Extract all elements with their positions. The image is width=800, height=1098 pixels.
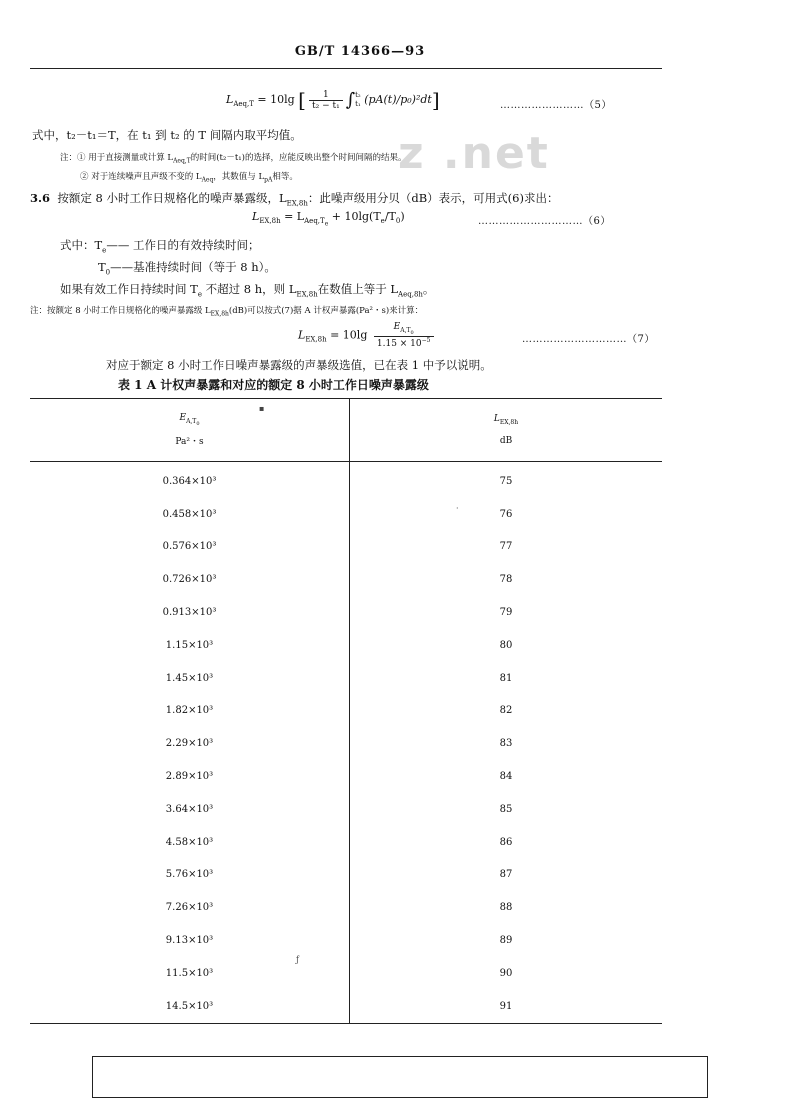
where-text-1: 式中，t₂－t₁＝T，在 t₁ 到 t₂ 的 T 间隔内取平均值。: [32, 128, 302, 142]
table-row: [30, 891, 662, 924]
where-6-a: 式中：$T_e——$ 工作日的有效持续时间；: [60, 238, 260, 255]
bottom-frame: [92, 1056, 708, 1098]
exposure-cell: 0.576×10³: [30, 531, 350, 564]
level-cell: 78: [499, 574, 513, 586]
exposure-cell: 1.45×10³: [30, 662, 350, 695]
table-header-row: [30, 399, 662, 462]
table-row: [30, 695, 662, 728]
exposure-cell: 3.64×10³: [30, 793, 350, 826]
exposure-cell: 4.58×10³: [30, 826, 350, 859]
level-cell: 82: [499, 705, 513, 717]
level-cell: 84: [499, 771, 513, 783]
level-cell: 81: [499, 672, 513, 684]
level-cell: 91: [499, 1000, 513, 1012]
level-cell: 83: [499, 738, 513, 750]
col-header-level: $L_{EX,8h}$ dB: [350, 399, 663, 462]
exposure-cell: 1.15×10³: [30, 629, 350, 662]
exposure-cell: 5.76×10³: [30, 859, 350, 892]
exposure-cell: 9.13×10³: [30, 924, 350, 957]
exposure-cell: 0.913×10³: [30, 596, 350, 629]
exposure-cell: 0.458×10³: [30, 498, 350, 531]
level-cell: 87: [499, 869, 513, 881]
watermark: z .net: [398, 128, 550, 179]
table-row: [30, 760, 662, 793]
level-cell: 79: [499, 607, 513, 619]
level-cell: 88: [499, 902, 513, 914]
level-cell: 90: [499, 967, 513, 979]
formula-6-number: …………………………（6）: [478, 216, 611, 227]
note-3: 注：按额定 8 小时工作日规格化的噪声暴露级 $L_{EX,8h}(dB)$可以按式(7)据 A 计权声暴露(Pa²・s)来计算：: [30, 306, 424, 318]
header-rule: [30, 68, 662, 69]
formula-5-number: ……………………（5）: [500, 100, 612, 111]
exposure-cell: 14.5×10³: [30, 990, 350, 1023]
table-title: 表 1 A 计权声暴露和对应的额定 8 小时工作日噪声暴露级: [118, 378, 429, 392]
para-table-intro: 对应于额定 8 小时工作日噪声暴露级的声暴级选值，已在表 1 中予以说明。: [106, 358, 492, 372]
col-header-exposure: $E_{A,T_0}$ Pa²・s: [30, 399, 350, 462]
note-1: 注：① 用于直接测量或计算 $L_{Aeq,T}$的时间(t₂－t₁)的选择，应能反映出整个时间间隔的结果。: [60, 153, 407, 165]
exposure-cell: 7.26×10³: [30, 891, 350, 924]
exposure-table: [30, 398, 662, 1024]
table-row: [30, 596, 662, 629]
table-row: [30, 498, 662, 531]
table-row: [30, 629, 662, 662]
level-cell: 77: [499, 541, 513, 553]
table-row: [30, 826, 662, 859]
level-cell: 80: [499, 639, 513, 651]
table-row: [30, 531, 662, 564]
table-row: [30, 957, 662, 990]
exposure-cell: 0.726×10³: [30, 563, 350, 596]
table-row: [30, 859, 662, 892]
para-effective-time: 如果有效工作日持续时间 $T_e$ 不超过 8 h，则 $L_{EX,8h}$在数值上等于 $L_{Aeq,8h}$。: [60, 282, 435, 299]
where-6-b: $T_0——$基准持续时间（等于 8 h）。: [98, 260, 276, 277]
level-cell: 89: [499, 935, 513, 947]
table-row: [30, 462, 662, 498]
table-row: [30, 563, 662, 596]
table-row: [30, 727, 662, 760]
formula-7: $L_{EX,8h} = 10\lg$ $\frac{E_{A,T_0}}{1.15 \times 10^{-5}}$: [298, 322, 437, 349]
exposure-cell: 11.5×10³: [30, 957, 350, 990]
exposure-cell: 0.364×10³: [30, 462, 350, 498]
exposure-cell: 2.29×10³: [30, 727, 350, 760]
section-3-6: 3.6 按额定 8 小时工作日规格化的噪声暴露级，$L_{EX,8h}$：此噪声级用分贝（dB）表示，可用式(6)求出：: [30, 191, 559, 208]
level-cell: 75: [499, 475, 513, 487]
exposure-cell: 2.89×10³: [30, 760, 350, 793]
level-cell: 86: [499, 836, 513, 848]
formula-6: $L_{EX,8h} = L_{Aeq,T_e} + 10\lg(T_e/T_0)$: [252, 210, 405, 228]
exposure-cell: 1.82×10³: [30, 695, 350, 728]
level-cell: 76: [499, 508, 513, 520]
table-row: [30, 662, 662, 695]
level-cell: 85: [499, 803, 513, 815]
formula-7-number: …………………………（7）: [522, 334, 655, 345]
table-row: [30, 793, 662, 826]
table-row: [30, 990, 662, 1023]
table-row: [30, 924, 662, 957]
standard-header: GB/T 14366—93: [294, 44, 426, 59]
note-2: ② 对于连续噪声且声级不变的 $L_{Aeq}$，其数值与 $L_{pA}$相等。: [80, 172, 298, 184]
formula-5: $L_{Aeq,T} = 10\lg$ [ $\frac{1}{\text{t₂ − t₁}}$ ∫ t₂ t₁ (pA(t)/p₀)²dt]: [226, 88, 440, 112]
